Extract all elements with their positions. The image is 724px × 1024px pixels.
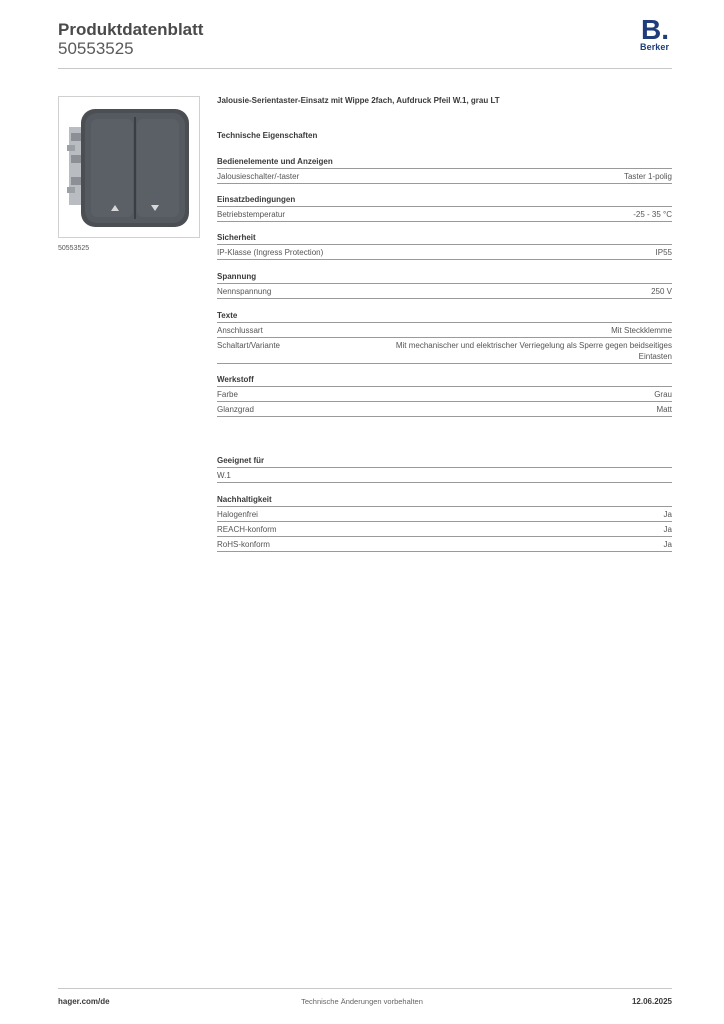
table-row	[217, 245, 672, 260]
row-label: W.1	[217, 471, 231, 480]
table-row	[217, 402, 672, 417]
row-label: IP-Klasse (Ingress Protection)	[217, 248, 324, 257]
row-label: Glanzgrad	[217, 405, 254, 414]
row-label: Halogenfrei	[217, 510, 258, 519]
section-subtitle: Technische Eigenschaften	[217, 131, 318, 140]
product-details	[217, 96, 672, 549]
row-label: Schaltart/Variante	[217, 341, 280, 350]
footer-divider	[58, 988, 672, 989]
table-row	[217, 537, 672, 552]
product-image	[58, 96, 200, 238]
row-value: Ja	[663, 510, 672, 519]
row-value: IP55	[655, 248, 672, 257]
row-value: Mit Steckklemme	[611, 326, 672, 335]
table-row	[217, 338, 672, 364]
section-title: Texte	[217, 310, 672, 323]
section-nachhaltigkeit	[217, 494, 672, 552]
row-label: REACH-konform	[217, 525, 277, 534]
header-divider	[58, 68, 672, 69]
document-number: 50553525	[58, 39, 134, 58]
svg-text:B.: B.	[641, 16, 669, 42]
section-spannung	[217, 271, 672, 299]
row-value: 250 V	[651, 287, 672, 296]
section-geeignet-fuer	[217, 455, 672, 483]
section-bedienelemente	[217, 156, 672, 184]
section-werkstoff	[217, 374, 672, 417]
section-einsatzbedingungen	[217, 194, 672, 222]
row-value: Ja	[663, 540, 672, 549]
table-row	[217, 284, 672, 299]
row-value: Taster 1-polig	[623, 172, 672, 181]
row-value: Matt	[656, 405, 672, 414]
section-title: Einsatzbedingungen	[217, 194, 672, 207]
row-label: Betriebstemperatur	[217, 210, 286, 219]
row-label: Nennspannung	[217, 287, 272, 296]
section-title: Sicherheit	[217, 232, 672, 245]
table-row	[217, 387, 672, 402]
footer-date: 12.06.2025	[631, 997, 672, 1006]
row-value: -25 - 35 °C	[633, 210, 672, 219]
row-label: Farbe	[217, 390, 238, 399]
table-row	[217, 323, 672, 338]
product-name: Jalousie-Serientaster-Einsatz mit Wippe 2fach, Aufdruck Pfeil W.1, grau LT	[217, 96, 500, 105]
berker-logo	[640, 16, 674, 56]
section-title: Nachhaltigkeit	[217, 494, 672, 507]
section-sicherheit	[217, 232, 672, 260]
table-row	[217, 507, 672, 522]
footer-note: Technische Änderungen vorbehalten	[301, 997, 423, 1006]
row-value: Mit mechanischer und elektrischer Verriegelung als Sperre gegen beidseitiges Eintasten	[395, 341, 672, 361]
footer-website: hager.com/de	[58, 997, 110, 1006]
table-row	[217, 207, 672, 222]
berker-logo-mark-icon	[640, 16, 674, 42]
table-row	[217, 468, 672, 483]
section-title: Bedienelemente und Anzeigen	[217, 156, 672, 169]
berker-logo-text: Berker	[640, 42, 670, 52]
table-row	[217, 522, 672, 537]
row-label: Jalousieschalter/-taster	[217, 172, 300, 181]
image-caption: 50553525	[58, 245, 90, 252]
row-label: RoHS-konform	[217, 540, 270, 549]
row-label: Anschlussart	[217, 326, 263, 335]
table-row	[217, 169, 672, 184]
row-value: Grau	[654, 390, 672, 399]
section-title: Spannung	[217, 271, 672, 284]
section-texte	[217, 310, 672, 364]
document-title: Produktdatenblatt	[58, 20, 204, 39]
section-title: Geeignet für	[217, 455, 672, 468]
rocker-switch-image-icon	[59, 97, 199, 237]
row-value: Ja	[663, 525, 672, 534]
section-title: Werkstoff	[217, 374, 672, 387]
